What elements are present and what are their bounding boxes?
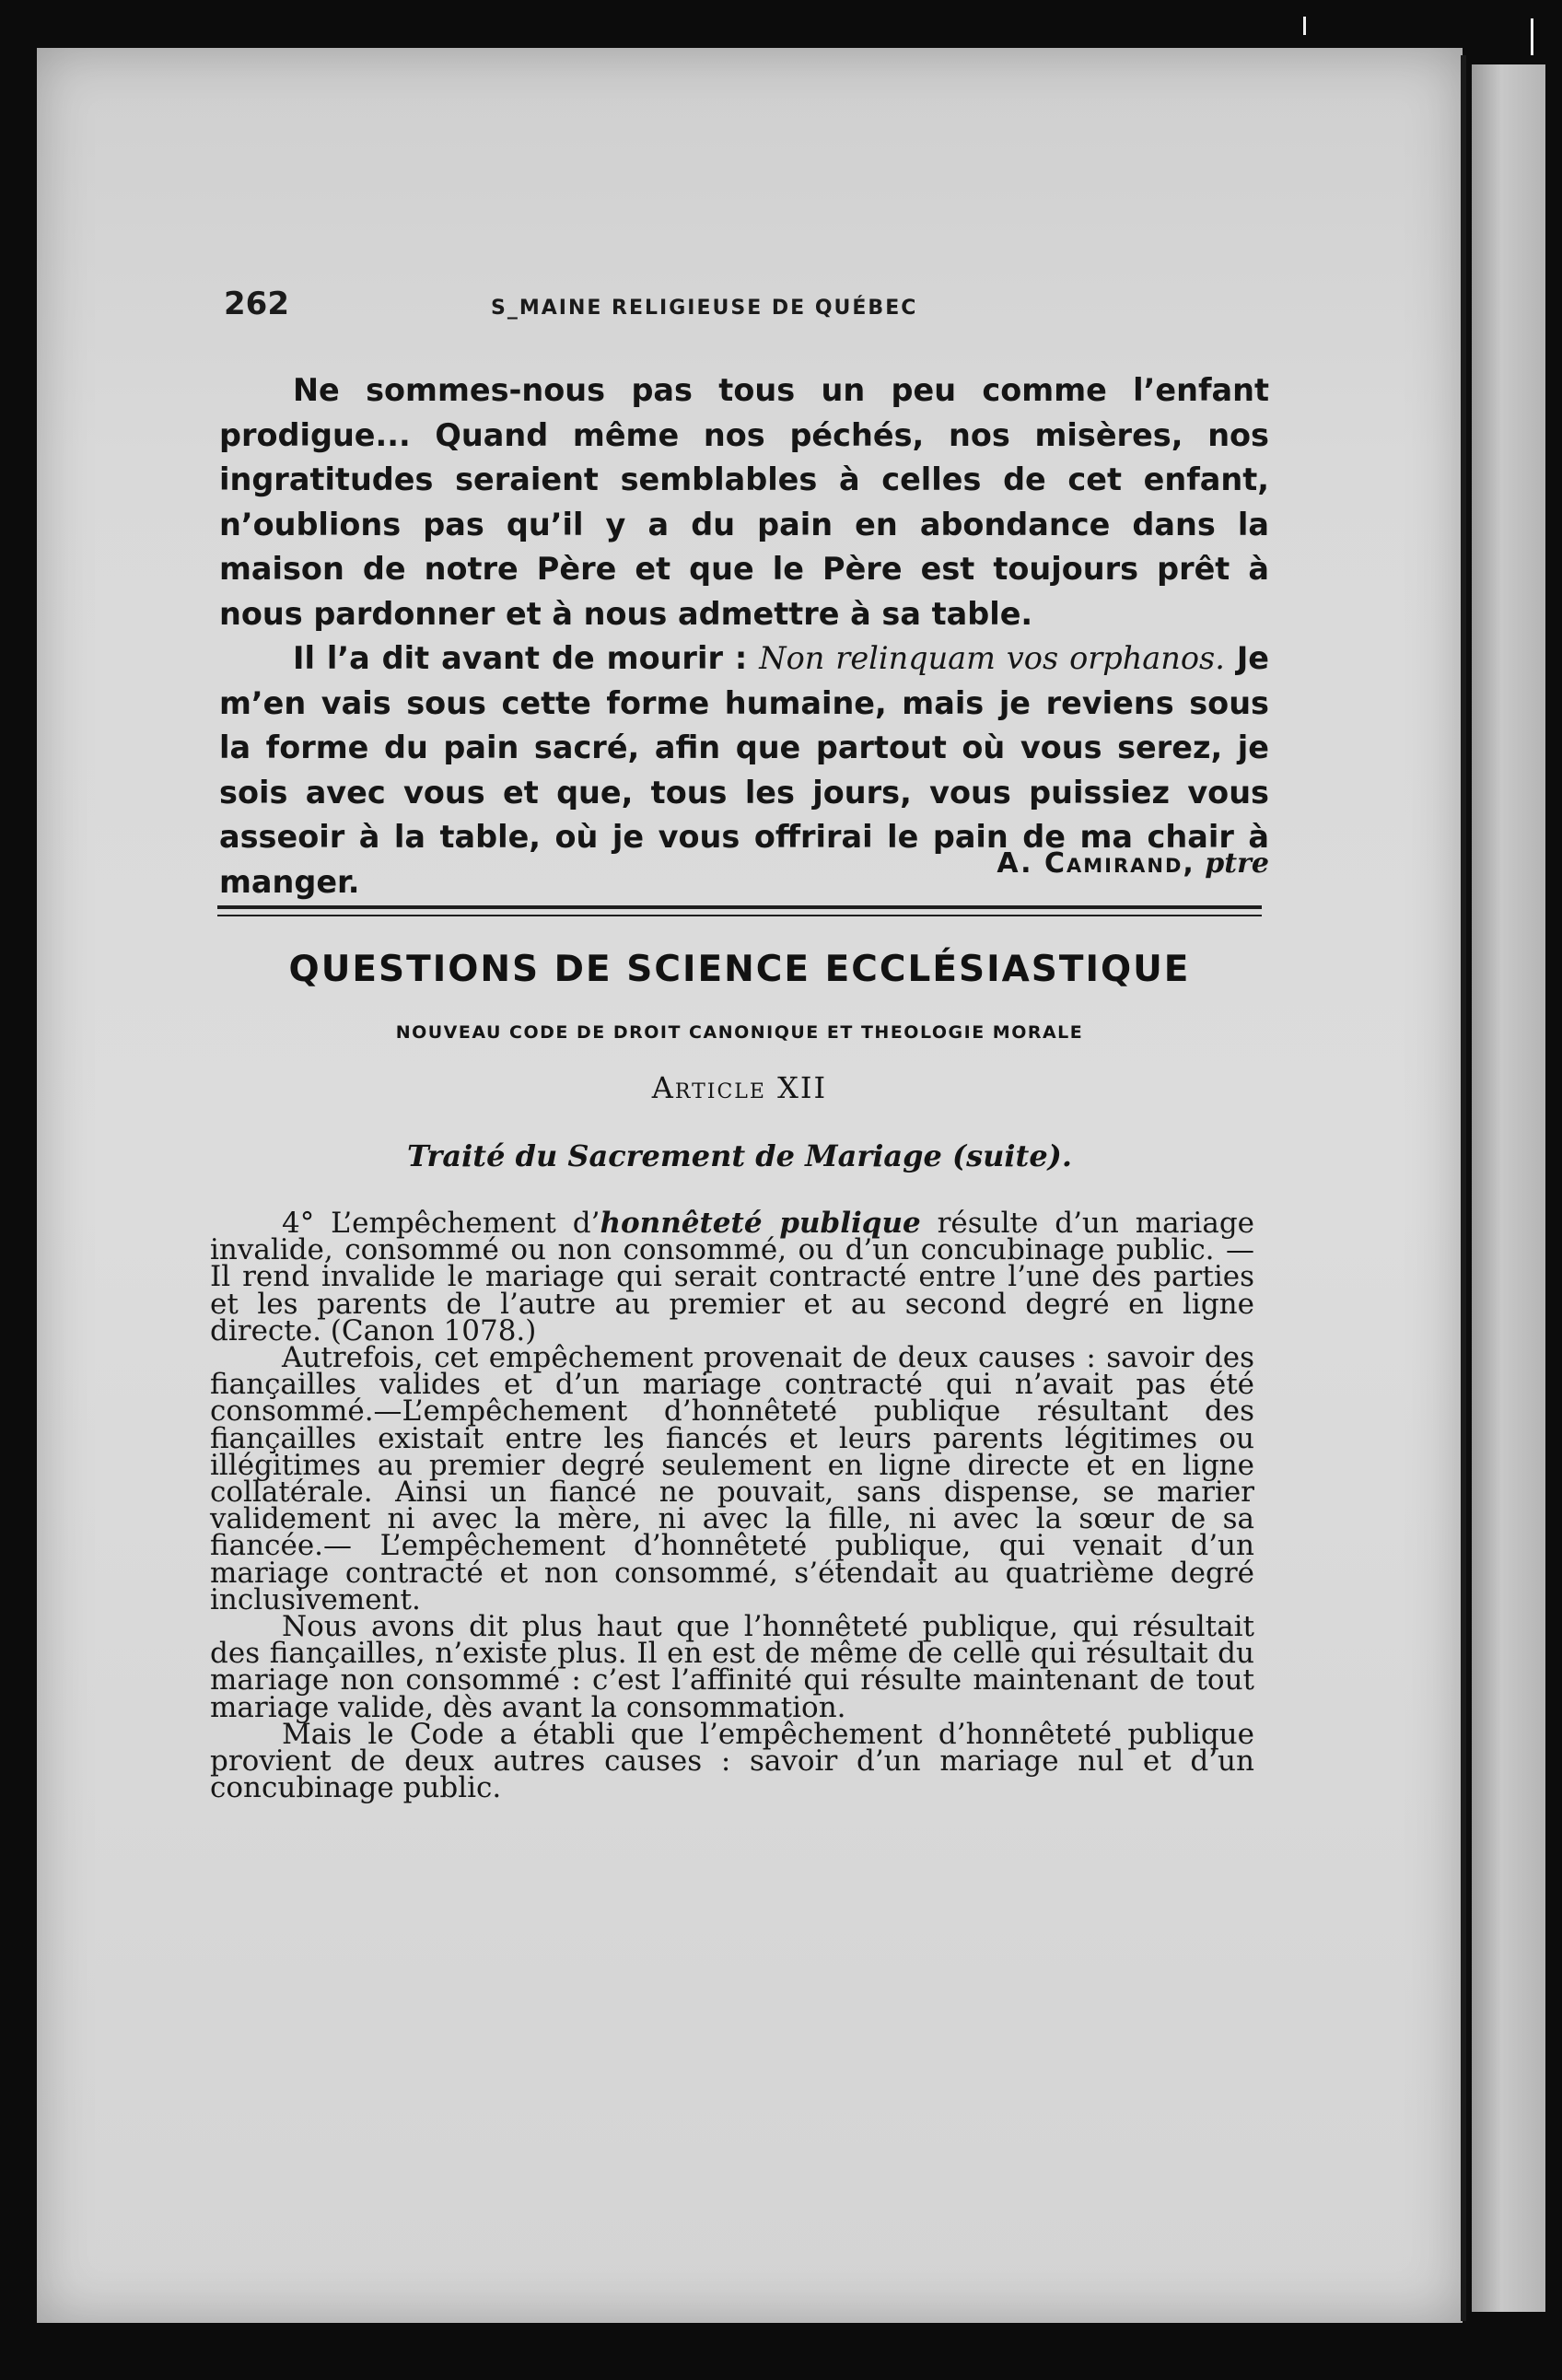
scan-mark	[1531, 18, 1533, 55]
page-number: 262	[224, 286, 289, 322]
section-rule	[217, 915, 1262, 916]
paragraph: Nous avons dit plus haut que l’honnêteté publique, qui résultait des fiançailles, n’existe plus. Il en est de même de celle qui résultait du mariage non consommé : c’est l’affinité qui résulte maintenant de tout mariage valide, dès avant la consommation.	[210, 1610, 1254, 1724]
section-rule	[217, 905, 1262, 909]
section-subheading: NOUVEAU CODE DE DROIT CANONIQUE ET THEOLOGIE MORALE	[395, 1022, 1084, 1043]
latin-quote: Non relinquam vos orphanos.	[759, 640, 1225, 676]
paragraph: Ne sommes-nous pas tous un peu comme l’enfant prodigue... Quand même nos péchés, nos misères, nos ingratitudes seraient semblables à celles de cet enfant, n’oublions pas qu’il y a du pain en abondance dans la maison de notre Père et que le Père est toujours prêt à nous pardonner et à nous admettre à sa table.	[219, 372, 1269, 632]
scan-mark	[1303, 17, 1306, 35]
author-signature	[219, 847, 1269, 880]
article-number: Article XII	[651, 1070, 828, 1105]
treatise-title: Traité du Sacrement de Mariage (suite).	[407, 1138, 1072, 1173]
adjacent-page-edge	[1472, 64, 1545, 2312]
paragraph-text: Il l’a dit avant de mourir :	[293, 640, 760, 676]
paragraph: Mais le Code a établi que l’empêchement d’honnêteté publique provient de deux autres causes : savoir d’un mariage nul et d’un concubinage public.	[210, 1717, 1254, 1805]
running-title: S_MAINE RELIGIEUSE DE QUÉBEC	[491, 297, 918, 320]
paragraph-text: 4° L’empêchement d’	[282, 1207, 600, 1240]
paragraph: Autrefois, cet empêchement provenait de deux causes : savoir des fiançailles valides et d’un mariage contracté qui n’avait pas été consommé.—L’empêchement d’honnêteté publique résultant des fiançailles existait entre les fiancés et leurs parents légitimes ou illégitimes au premier degré seulement en ligne directe et en ligne collatérale. Ainsi un fiancé ne pouvait, sans dispense, se marier validement ni avec la mère, ni avec la fille, ni avec la sœur de sa fiancée.— L’empêchement d’honnêteté publique, qui venait d’un mariage contracté et non consommé, s’étendait au quatrième degré inclusivement.	[210, 1341, 1254, 1616]
article-body	[210, 1207, 1255, 1805]
section-heading: QUESTIONS DE SCIENCE ECCLÉSIASTIQUE	[288, 949, 1191, 990]
closing-text	[219, 368, 1269, 904]
author-title: ptre	[1205, 847, 1269, 880]
term: honnêteté publique	[600, 1207, 921, 1240]
paragraph	[210, 1207, 1255, 1348]
paragraph-text: Je m’en vais sous cette forme humaine, mais je reviens sous la forme du pain sacré, afin que partout où vous serez, je sois avec vous et que, tous les jours, vous puissiez vous asseoir à la table, où je vous offrirai le pain de ma chair à manger.	[219, 640, 1270, 900]
running-head	[224, 286, 1265, 341]
paragraph-text: résulte d’un mariage invalide, consommé ou non consommé, ou d’un concubinage public. — Il rend invalide le mariage qui serait contracté entre l’une des parties et les parents de l’autre au premier et au second degré en ligne directe. (Canon 1078.)	[210, 1207, 1255, 1348]
binding-gutter	[1461, 55, 1466, 2321]
author-name: A. Camirand,	[997, 847, 1195, 880]
